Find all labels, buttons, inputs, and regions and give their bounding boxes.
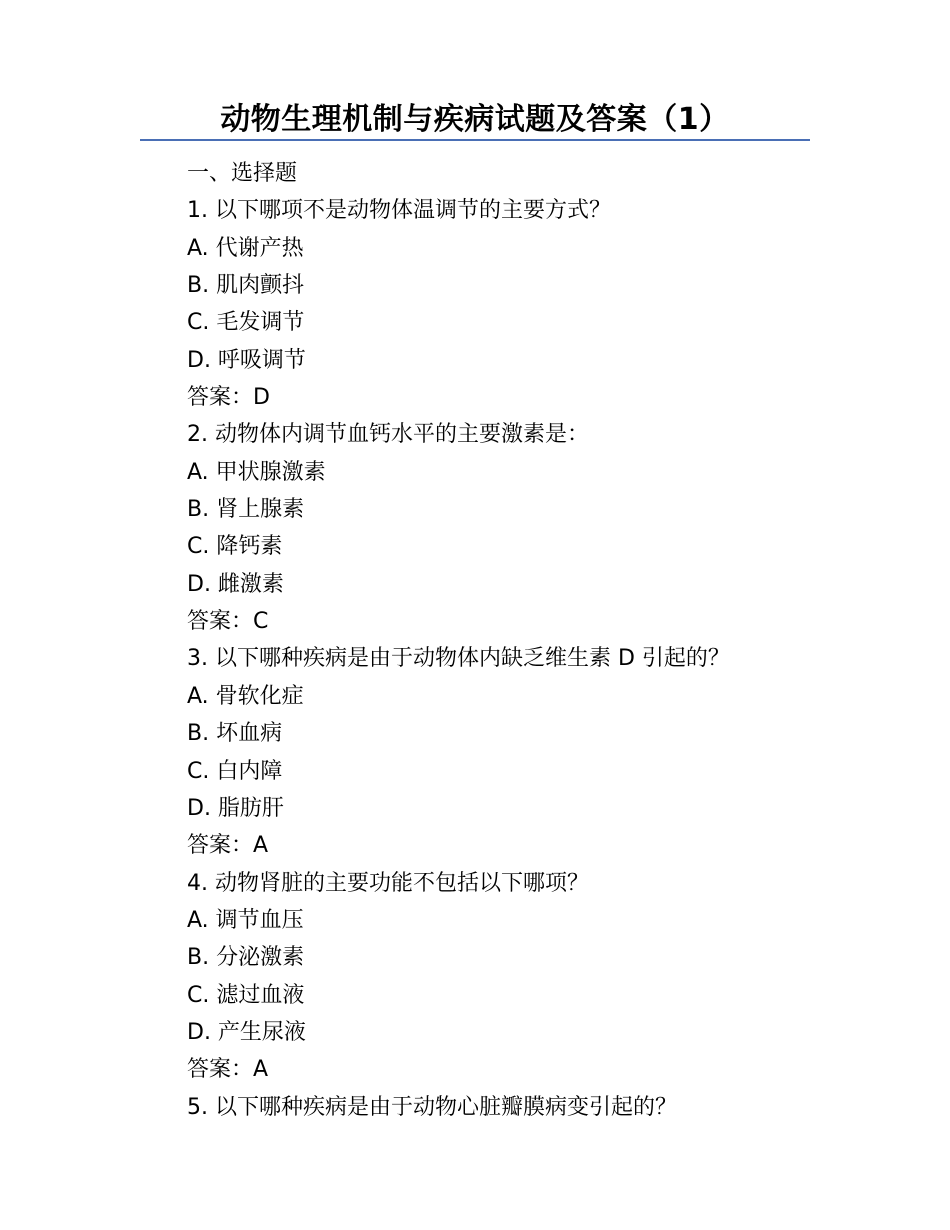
option-d: D. 雌激素 — [187, 571, 284, 597]
option-a: A. 代谢产热 — [187, 235, 304, 261]
question-block — [187, 416, 827, 640]
question-block — [187, 192, 827, 416]
answer-text: 答案：A — [187, 1057, 269, 1083]
question-text: 5. 以下哪种疾病是由于动物心脏瓣膜病变引起的？ — [187, 1094, 677, 1120]
option-b: B. 肌肉颤抖 — [187, 273, 305, 299]
option-d: D. 脂肪肝 — [187, 795, 284, 821]
answer-text: 答案：A — [187, 833, 269, 859]
option-a: A. 调节血压 — [187, 907, 304, 933]
option-b: B. 分泌激素 — [187, 945, 305, 971]
title-underline — [140, 139, 810, 141]
question-text: 2. 动物体内调节血钙水平的主要激素是： — [187, 422, 589, 448]
answer-text: 答案：C — [187, 609, 269, 635]
question-block — [187, 865, 827, 1089]
option-c: C. 降钙素 — [187, 534, 283, 560]
option-c: C. 滤过血液 — [187, 982, 305, 1008]
question-block — [187, 640, 827, 864]
option-a: A. 甲状腺激素 — [187, 459, 326, 485]
question-block — [187, 1089, 827, 1126]
option-c: C. 白内障 — [187, 758, 283, 784]
option-b: B. 肾上腺素 — [187, 497, 305, 523]
section-heading: 一、选择题 — [187, 161, 298, 186]
option-a: A. 骨软化症 — [187, 683, 304, 709]
question-text: 1. 以下哪项不是动物体温调节的主要方式？ — [187, 198, 611, 224]
option-b: B. 坏血病 — [187, 721, 283, 747]
question-text: 3. 以下哪种疾病是由于动物体内缺乏维生素 D 引起的？ — [187, 646, 730, 672]
option-d: D. 产生尿液 — [187, 1019, 306, 1045]
question-text: 4. 动物肾脏的主要功能不包括以下哪项？ — [187, 870, 589, 896]
option-d: D. 呼吸调节 — [187, 347, 306, 373]
document-body — [187, 155, 827, 1126]
option-c: C. 毛发调节 — [187, 310, 305, 336]
document-title: 动物生理机制与疾病试题及答案（1） — [220, 102, 730, 137]
answer-text: 答案：D — [187, 385, 270, 411]
